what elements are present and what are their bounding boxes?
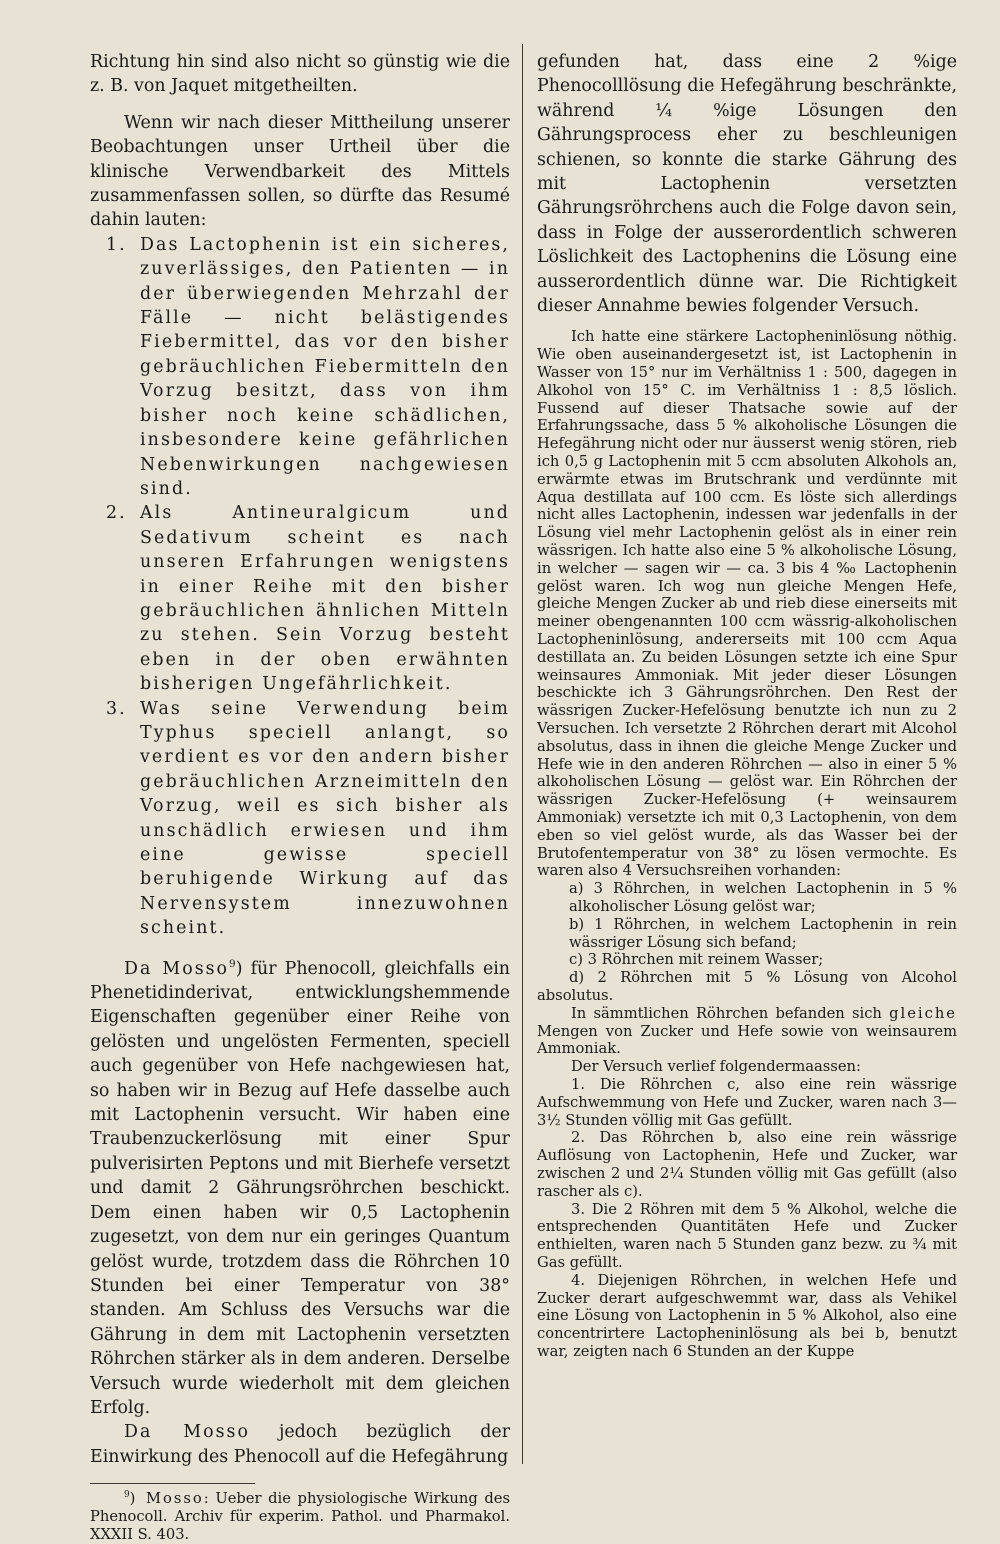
column-rule xyxy=(522,44,523,1464)
list-item: c) 3 Röhrchen mit reinem Wasser; xyxy=(569,951,824,969)
paragraph: Wenn wir nach dieser Mittheilung unserer Beobachtungen unser Urtheil über die klinische Verwendbarkeit des Mittels zusammenfassen sollen, so dürfte das Resumé dahin lauten: xyxy=(90,112,510,231)
list-item xyxy=(90,697,510,941)
result-item: 4. Diejenigen Röhrchen, in welchen Hefe und Zucker derart aufgeschwemmt war, dass als Vehikel eine Lösung von Lactophenin in 5 % Alkohol, also eine concentrirtere Lactopheninlösung als bei b, benutzt war, zeigten nach 6 Stunden an der Kuppe xyxy=(537,1271,957,1360)
paragraph: Richtung hin sind also nicht so günstig wie die z. B. von Jaquet mitgetheilten. xyxy=(90,52,510,97)
list-item-text: Was seine Verwendung beim Typhus speciell anlangt, so verdient es vor den andern bisher gebräuchlichen Arzneimitteln den Vorzug, weil es sich bisher als unschädlich erwiesen und ihm eine gewisse speciell beruhigende Wirkung auf das Nervensystem innezuwohnen scheint. xyxy=(140,698,510,939)
list-number: 2. xyxy=(106,503,127,524)
author-name: Da Mosso xyxy=(124,958,230,979)
paragraph-text: Mengen von Zucker und Hefe sowie von weinsaurem Ammoniak. xyxy=(537,1022,957,1058)
paragraph-text: ) für Phenocoll, gleichfalls ein Phenetidinderivat, entwicklungshemmende Eigenschaften gegenüber einer Reihe von gelösten und ungelösten Fermenten, speciell auch gegenüber von Hefe nachgewiesen hat, so haben wir in Bezug auf Hefe dasselbe auch mit Lactophenin versucht. Wir haben eine Traubenzuckerlösung mit einer Spur pulverisirten Peptons und mit Bierhefe versetzt und damit 2 Gährungsröhrchen beschickt. Dem einen haben wir 0,5 Lactophenin zugesetzt, von dem nur ein geringes Quantum gelöst wurde, trotzdem dass die Röhrchen 10 Stunden bei einer Temperatur von 38° standen. Am Schluss des Versuchs war die Gährung in dem mit Lactophenin versetzten Röhrchen stärker als in dem anderen. Derselbe Versuch wurde wiederholt mit dem gleichen Erfolg. xyxy=(90,958,511,1418)
footnote xyxy=(90,1490,510,1543)
paragraph: Ich hatte eine stärkere Lactopheninlösung nöthig. Wie oben auseinandergesetzt ist, ist Lactophenin in Wasser von 15° nur im Verhältniss 1 : 500, dagegen in Alkohol von 15° C. im Verhältniss 1 : 8,5 löslich. Fussend auf dieser Thatsache sowie auf der Erfahrungssache, dass 5 % alkoholische Lösungen die Hefegährung nicht oder nur äusserst wenig stören, rieb ich 0,5 g Lactophenin mit 5 ccm absoluten Alkohols an, erwärmte etwas im Brutschrank und verdünnte mit Aqua destillata auf 100 ccm. Es löste sich allerdings nicht alles Lactophenin, indessen war jedenfalls in der Lösung viel mehr Lactophenin gelöst als in einer rein wässrigen. Ich hatte also eine 5 % alkoholische Lösung, in welcher — sagen wir — ca. 3 bis 4 ‰ Lactophenin gelöst waren. Ich wog nun gleiche Mengen Hefe, gleiche Mengen Zucker ab und rieb diese einerseits mit meiner obengenannten 100 ccm wässrig-alkoholischen Lactopheninlösung, andererseits mit 100 ccm Aqua destillata an. Zu beiden Lösungen setzte ich eine Spur weinsaures Ammoniak. Mit jeder dieser Lösungen beschickte ich 3 Gährungsröhrchen. Den Rest der wässrigen Zucker-Hefelösung benutzte ich nun zu 2 Versuchen. Ich versetzte 2 Röhrchen derart mit Alcohol absolutus, dass in ihnen die gleiche Menge Zucker und Hefe wie in den anderen Röhrchen — also in einer 5 % alkoholischen Lösung — gelöst war. Ein Röhrchen der wässrigen Zucker-Hefelösung (+ weinsaurem Ammoniak) versetzte ich mit 0,3 Lactophenin, von dem eben so viel gelöst wurde, als das Wasser bei der Brutofentemperatur von 38° zu lösen vermochte. Es waren also 4 Versuchsreihen vorhanden: xyxy=(537,328,957,880)
series-list xyxy=(537,880,957,1005)
list-number: 1. xyxy=(106,234,127,255)
footnote-rule xyxy=(90,1483,255,1484)
list-item xyxy=(90,501,510,696)
footnote-marker: 9 xyxy=(229,957,236,970)
footnote-text: : Ueber die physiologische Wirkung des Phenocoll. Archiv für experim. Pathol. und Pharmakol. XXXII S. 403. xyxy=(90,1490,510,1543)
conclusion-list xyxy=(90,233,510,941)
list-item: b) 1 Röhrchen, in welchem Lactophenin in rein wässriger Lösung sich befand; xyxy=(569,915,957,951)
result-item: 1. Die Röhrchen c, also eine rein wässrige Aufschwemmung von Hefe und Zucker, waren nach 3—3½ Stunden völlig mit Gas gefüllt. xyxy=(537,1075,957,1129)
list-item: d) 2 Röhrchen mit 5 % Lösung von Alcohol absolutus. xyxy=(537,969,957,1004)
paragraph xyxy=(90,957,510,1421)
paragraph xyxy=(537,1005,957,1058)
footnote-marker: 9 xyxy=(124,1490,130,1501)
paragraph xyxy=(90,1420,510,1469)
list-item-text: Das Lactophenin ist ein sicheres, zuverlässiges, den Patienten — in der überwiegenden Mehrzahl der Fälle — nicht belästigendes Fiebermittel, das vor den bisher gebräuchlichen Fiebermitteln den Vorzug besitzt, dass von ihm bisher noch keine schädlichen, insbesondere keine gefährlichen Nebenwirkungen nachgewiesen sind. xyxy=(140,234,510,499)
paragraph: gefunden hat, dass eine 2 %ige Phenocolllösung die Hefegährung beschränkte, während ¼ %ige Lösungen den Gährungsprocess eher zu beschleunigen schienen, so konnte die starke Gährung des mit Lactophenin versetzten Gährungsröhrchens auch die Folge davon sein, dass in Folge der ausserordentlich schweren Löslichkeit des Lactophenins die Lösung eine ausserordentlich dünne war. Die Richtigkeit dieser Annahme bewies folgender Versuch. xyxy=(537,52,957,317)
author-name: Da Mosso xyxy=(124,1422,250,1443)
paragraph: Der Versuch verlief folgendermaassen: xyxy=(571,1058,861,1076)
paragraph-text: In sämmtlichen Röhrchen befanden sich xyxy=(571,1004,890,1022)
list-item xyxy=(90,233,510,501)
list-item: a) 3 Röhrchen, in welchen Lactophenin in 5 % alkoholischer Lösung gelöst war; xyxy=(569,880,957,915)
right-column xyxy=(537,50,957,1361)
list-item-text: Als Antineuralgicum und Sedativum scheint es nach unseren Erfahrungen wenigstens in einer Reihe mit den bisher gebräuchlichen ähnlichen Mitteln zu stehen. Sein Vorzug besteht eben in der oben erwähnten bisherigen Ungefährlichkeit. xyxy=(140,503,510,695)
emphasis: gleiche xyxy=(889,1004,957,1022)
result-item: 3. Die 2 Röhren mit dem 5 % Alkohol, welche die entsprechenden Quantitäten Hefe und Zucker enthielten, waren nach 5 Stunden ganz bezw. zu ¾ mit Gas gefüllt. xyxy=(537,1200,957,1271)
footnote-author: ) Mosso xyxy=(129,1490,204,1508)
paragraph-text: jedoch bezüglich der Einwirkung des Phenocoll auf die Hefegährung xyxy=(90,1422,511,1467)
result-item: 2. Das Röhrchen b, also eine rein wässrige Auflösung von Lactophenin, Hefe und Zucker, war zwischen 2 und 2¼ Stunden völlig mit Gas gefüllt (also rascher als c). xyxy=(537,1129,957,1200)
left-column xyxy=(90,50,510,1544)
list-number: 3. xyxy=(106,698,127,719)
